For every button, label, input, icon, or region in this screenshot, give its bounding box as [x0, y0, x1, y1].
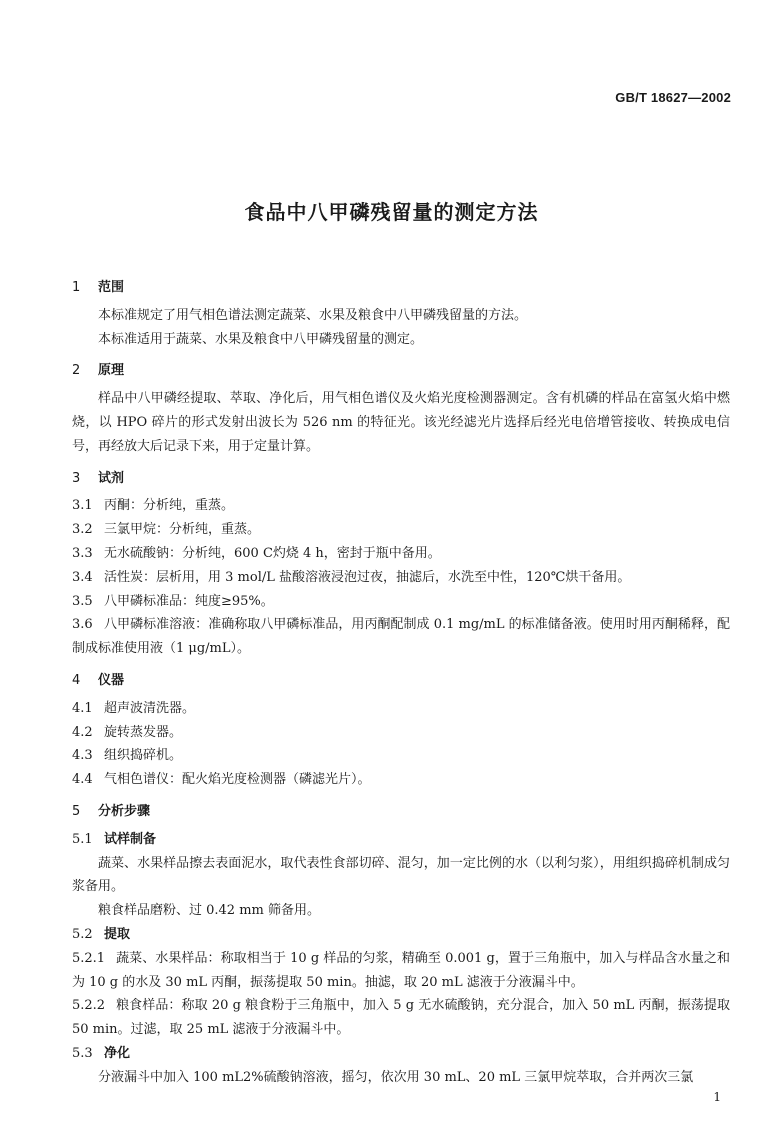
item-text: 八甲磷标准溶液：准确称取八甲磷标准品，用丙酮配制成 0.1 mg/mL 的标准储备液。使用时用丙酮稀释，配制成标准使用液（1 μg/mL）。 — [72, 617, 730, 657]
item-text: 活性炭：层析用，用 3 mol/L 盐酸溶液浸泡过夜，抽滤后，水洗至中性，120℃烘干备用。 — [104, 569, 631, 585]
section-title: 原理 — [98, 363, 125, 379]
paragraph: 分液漏斗中加入 100 mL2%硫酸钠溶液，摇匀，依次用 30 mL、20 mL 三氯甲烷萃取，合并两次三氯 — [98, 1069, 694, 1085]
section-number: 4 — [72, 672, 81, 688]
paragraph: 本标准适用于蔬菜、水果及粮食中八甲磷残留量的测定。 — [98, 331, 424, 347]
list-item — [72, 613, 730, 661]
section-heading-apparatus — [72, 669, 730, 693]
list-item — [72, 721, 730, 745]
item-text: 粮食样品：称取 20 g 粮食粉于三角瓶中，加入 5 g 无水硫酸钠，充分混合，加入 50 mL 丙酮，振荡提取 50 min。过滤，取 25 mL 滤液于分液漏斗中。 — [72, 998, 730, 1038]
page-number: 1 — [713, 1090, 721, 1104]
section-title: 试剂 — [98, 470, 125, 486]
subsection-title: 净化 — [104, 1045, 131, 1061]
subsection-number: 5.2 — [72, 926, 93, 942]
subsection-title: 提取 — [104, 926, 131, 942]
item-text: 超声波清洗器。 — [104, 700, 196, 716]
paragraph: 粮食样品磨粉、过 0.42 mm 筛备用。 — [98, 903, 320, 919]
subsection-number: 5.1 — [72, 831, 93, 847]
item-number: 5.2.2 — [72, 998, 106, 1014]
item-text: 旋转蒸发器。 — [104, 724, 183, 740]
list-item — [72, 590, 730, 614]
item-number: 4.1 — [72, 700, 93, 716]
standard-code: GB/T 18627—2002 — [615, 90, 731, 105]
subsection-title: 试样制备 — [104, 831, 157, 847]
list-item — [72, 947, 730, 995]
item-text: 丙酮：分析纯，重蒸。 — [104, 498, 235, 514]
item-number: 3.5 — [72, 593, 93, 609]
section-heading-scope — [72, 276, 730, 300]
subsection-heading-extraction — [72, 923, 730, 947]
item-number: 3.1 — [72, 498, 93, 514]
list-item — [72, 768, 730, 792]
subsection-heading-cleanup — [72, 1042, 730, 1066]
list-item — [72, 542, 730, 566]
document-body — [72, 276, 730, 1090]
document-title: 食品中八甲磷残留量的测定方法 — [244, 200, 539, 224]
section-title: 范围 — [98, 280, 125, 295]
item-number: 3.4 — [72, 569, 93, 585]
item-text: 三氯甲烷：分析纯，重蒸。 — [104, 522, 261, 538]
item-number: 5.2.1 — [72, 950, 106, 966]
paragraph: 本标准规定了用气相色谱法测定蔬菜、水果及粮食中八甲磷残留量的方法。 — [98, 307, 528, 323]
section-title: 仪器 — [98, 672, 125, 688]
item-number: 3.2 — [72, 522, 93, 538]
section-heading-principle — [72, 359, 730, 383]
list-item — [72, 518, 730, 542]
list-item — [72, 744, 730, 768]
item-text: 八甲磷标准品：纯度≥95%。 — [104, 593, 274, 609]
section-number: 2 — [72, 363, 81, 379]
section-heading-reagents — [72, 467, 730, 491]
section-number: 5 — [72, 803, 81, 819]
list-item — [72, 494, 730, 518]
paragraph: 样品中八甲磷经提取、萃取、净化后，用气相色谱仪及火焰光度检测器测定。含有机磷的样品在富氢火焰中燃烧，以 HPO 碎片的形式发射出波长为 526 nm 的特征光。该光经滤光片选择后经光电倍增管接收、转换成电信号，再经放大后记录下来，用于定量计算。 — [72, 391, 730, 454]
item-text: 气相色谱仪：配火焰光度检测器（磷滤光片）。 — [104, 772, 371, 788]
section-number: 1 — [72, 280, 81, 295]
paragraph: 蔬菜、水果样品擦去表面泥水，取代表性食部切碎、混匀，加一定比例的水（以利匀浆），用组织捣碎机制成匀浆备用。 — [72, 855, 730, 895]
list-item — [72, 697, 730, 721]
item-number: 4.4 — [72, 772, 93, 788]
item-text: 蔬菜、水果样品：称取相当于 10 g 样品的匀浆，精确至 0.001 g，置于三角瓶中，加入与样品含水量之和为 10 g 的水及 30 mL 丙酮，振荡提取 50 min。抽滤，取 20 mL 滤液于分液漏斗中。 — [72, 950, 730, 990]
item-text: 组织捣碎机。 — [104, 748, 183, 764]
list-item — [72, 566, 730, 590]
section-number: 3 — [72, 470, 81, 486]
subsection-number: 5.3 — [72, 1045, 93, 1061]
item-text: 无水硫酸钠：分析纯，600 C灼烧 4 h，密封于瓶中备用。 — [104, 545, 441, 561]
subsection-heading-sample-prep — [72, 828, 730, 852]
list-item — [72, 994, 730, 1042]
section-heading-procedure — [72, 800, 730, 824]
item-number: 3.3 — [72, 545, 93, 561]
section-title: 分析步骤 — [98, 803, 151, 819]
item-number: 4.3 — [72, 748, 93, 764]
item-number: 4.2 — [72, 724, 93, 740]
item-number: 3.6 — [72, 617, 93, 633]
